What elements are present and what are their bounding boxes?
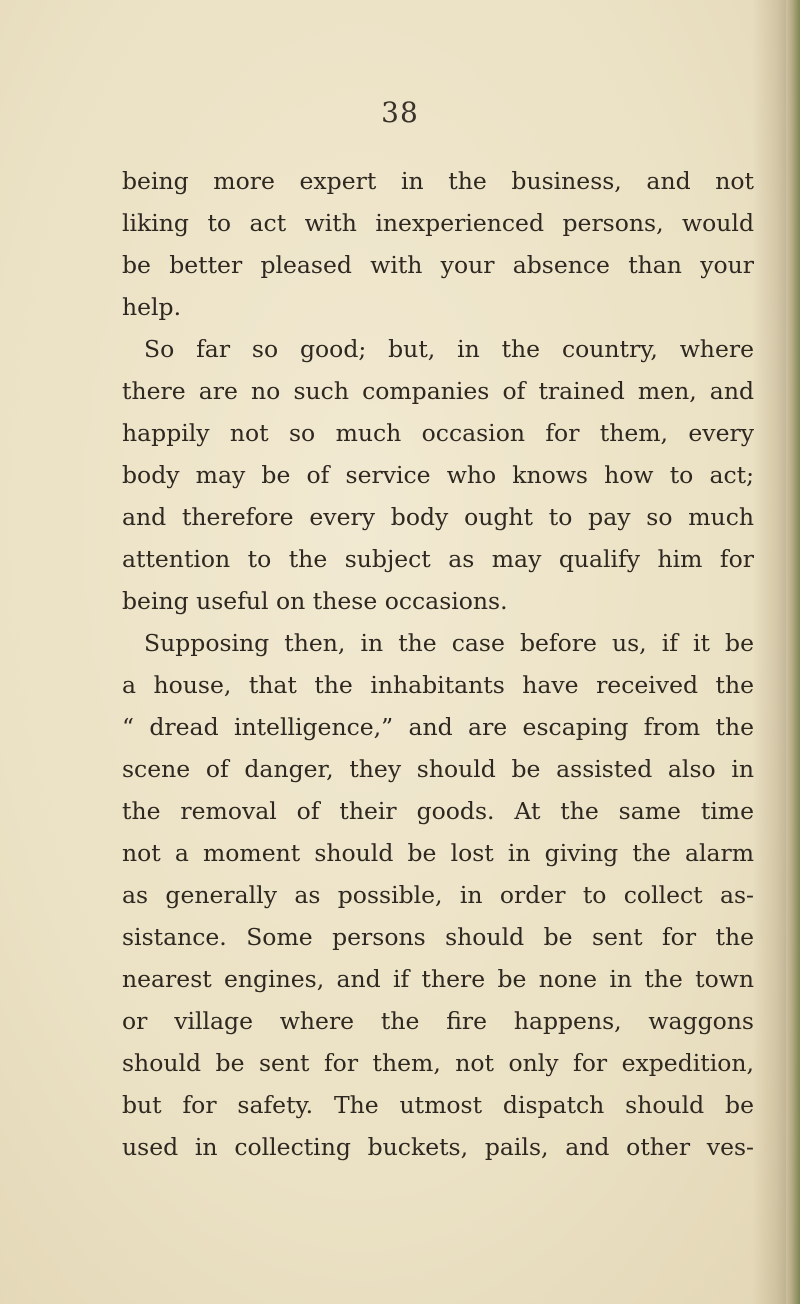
text-line: used in collecting buckets, pails, and other ves-	[122, 1133, 754, 1161]
text-line: help.	[122, 293, 182, 321]
text-line: Supposing then, in the case before us, if it be	[144, 629, 754, 657]
text-line: a house, that the inhabitants have received the	[122, 671, 754, 699]
text-line: and therefore every body ought to pay so much	[122, 503, 754, 531]
page-edge	[786, 0, 800, 1304]
text-line: should be sent for them, not only for expedition,	[122, 1049, 754, 1077]
text-line: not a moment should be lost in giving the alarm	[122, 839, 754, 867]
text-line: or village where the fire happens, waggons	[122, 1007, 754, 1035]
text-line: but for safety. The utmost dispatch should be	[122, 1091, 754, 1119]
text-line: attention to the subject as may qualify him for	[122, 545, 754, 573]
text-line: liking to act with inexperienced persons, would	[122, 209, 754, 237]
text-line: the removal of their goods. At the same time	[122, 797, 754, 825]
page-number: 38	[381, 96, 419, 129]
body-text	[122, 160, 754, 1168]
text-line: sistance. Some persons should be sent for the	[122, 923, 754, 951]
text-line: So far so good; but, in the country, where	[144, 335, 754, 363]
text-line: happily not so much occasion for them, every	[122, 419, 754, 447]
text-line: scene of danger, they should be assisted also in	[122, 755, 754, 783]
text-line: body may be of service who knows how to act;	[122, 461, 754, 489]
text-line: “ dread intelligence,” and are escaping from the	[122, 713, 754, 741]
text-line: there are no such companies of trained men, and	[122, 377, 754, 405]
text-line: nearest engines, and if there be none in the town	[122, 965, 754, 993]
text-line: being more expert in the business, and not	[122, 167, 754, 195]
text-line: being useful on these occasions.	[122, 587, 508, 615]
text-line: as generally as possible, in order to collect as-	[122, 881, 754, 909]
text-line: be better pleased with your absence than your	[122, 251, 754, 279]
